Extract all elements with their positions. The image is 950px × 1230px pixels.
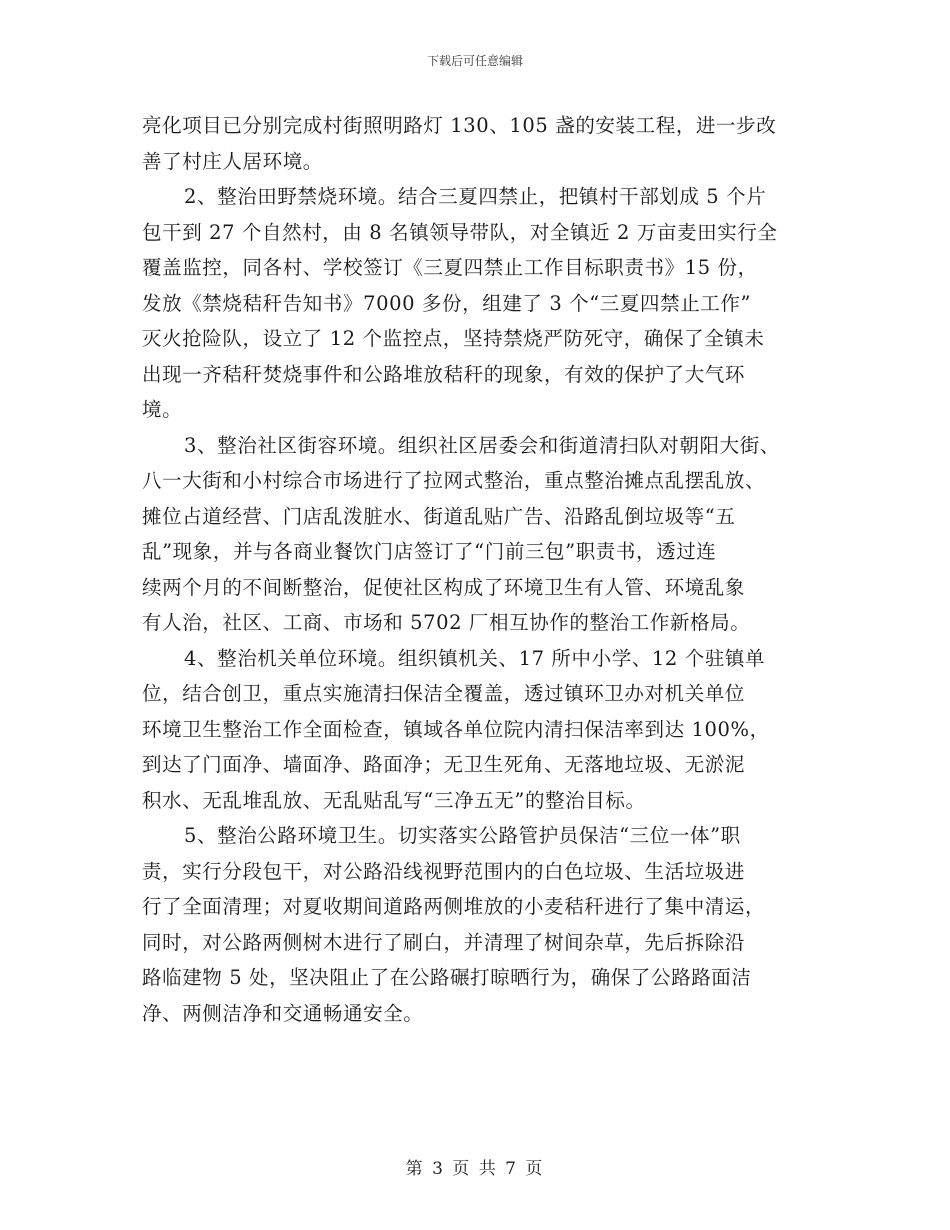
body-line: 净、两侧洁净和交通畅通安全。 xyxy=(142,1001,424,1025)
body-line: 责，实行分段包干，对公路沿线视野范围内的白色垃圾、生活垃圾进 xyxy=(142,859,746,883)
body-line: 续两个月的不间断整治，促使社区构成了环境卫生有人管、环境乱象 xyxy=(142,575,746,599)
body-line: 积水、无乱堆乱放、无乱贴乱写“三净五无”的整治目标。 xyxy=(142,788,646,812)
body-line: 覆盖监控，同各村、学校签订《三夏四禁止工作目标职责书》15 份， xyxy=(142,256,758,279)
body-line: 出现一齐秸秆焚烧事件和公路堆放秸秆的现象，有效的保护了大气环 xyxy=(142,362,746,386)
body-line: 发放《禁烧秸秆告知书》7000 多份，组建了 3 个“三夏四禁止工作” xyxy=(142,291,752,315)
body-line: 善了村庄人居环境。 xyxy=(142,149,323,173)
body-line: 亮化项目已分别完成村街照明路灯 130、105 盏的安装工程，进一步改 xyxy=(142,114,777,137)
document-body xyxy=(142,108,822,1031)
body-line: 八一大街和小村综合市场进行了拉网式整治，重点整治摊点乱摆乱放、 xyxy=(142,469,766,492)
body-line: 同时，对公路两侧树木进行了刷白，并清理了树间杂草，先后拆除沿 xyxy=(142,930,746,954)
body-line: 5、整治公路环境卫生。切实落实公路管护员保洁“三位一体”职 xyxy=(184,824,741,847)
body-line: 3、整治社区街容环境。组织社区居委会和街道清扫队对朝阳大街、 xyxy=(184,433,780,457)
body-line: 路临建物 5 处，坚决阻止了在公路碾打晾晒行为，确保了公路路面洁 xyxy=(142,966,752,989)
body-line: 境。 xyxy=(142,398,183,421)
body-line: 4、整治机关单位环境。组织镇机关、17 所中小学、12 个驻镇单 xyxy=(184,646,766,670)
body-line: 有人治，社区、工商、市场和 5702 厂相互协作的整治工作新格局。 xyxy=(142,611,751,634)
body-line: 位，结合创卫，重点实施清扫保洁全覆盖，透过镇环卫办对机关单位 xyxy=(142,682,746,705)
body-line: 摊位占道经营、门店乱泼脏水、街道乱贴广告、沿路乱倒垃圾等“五 xyxy=(142,504,736,528)
body-line: 乱”现象，并与各商业餐饮门店签订了“门前三包”职责书，透过连 xyxy=(142,540,717,563)
body-line: 到达了门面净、墙面净、路面净；无卫生死角、无落地垃圾、无淤泥 xyxy=(142,753,746,776)
page-number: 第 3 页 共 7 页 xyxy=(405,1159,545,1179)
body-line: 环境卫生整治工作全面检查，镇域各单位院内清扫保洁率到达 100%， xyxy=(142,717,770,741)
body-line: 灭火抢险队，设立了 12 个监控点，坚持禁烧严防死守，确保了全镇未 xyxy=(142,327,765,350)
body-line: 2、整治田野禁烧环境。结合三夏四禁止，把镇村干部划成 5 个片 xyxy=(184,185,767,208)
body-line: 包干到 27 个自然村，由 8 名镇领导带队，对全镇近 2 万亩麦田实行全 xyxy=(142,220,778,244)
page-header: 下载后可任意编辑 xyxy=(426,54,523,68)
body-line: 行了全面清理；对夏收期间道路两侧堆放的小麦秸秆进行了集中清运， xyxy=(142,895,766,918)
